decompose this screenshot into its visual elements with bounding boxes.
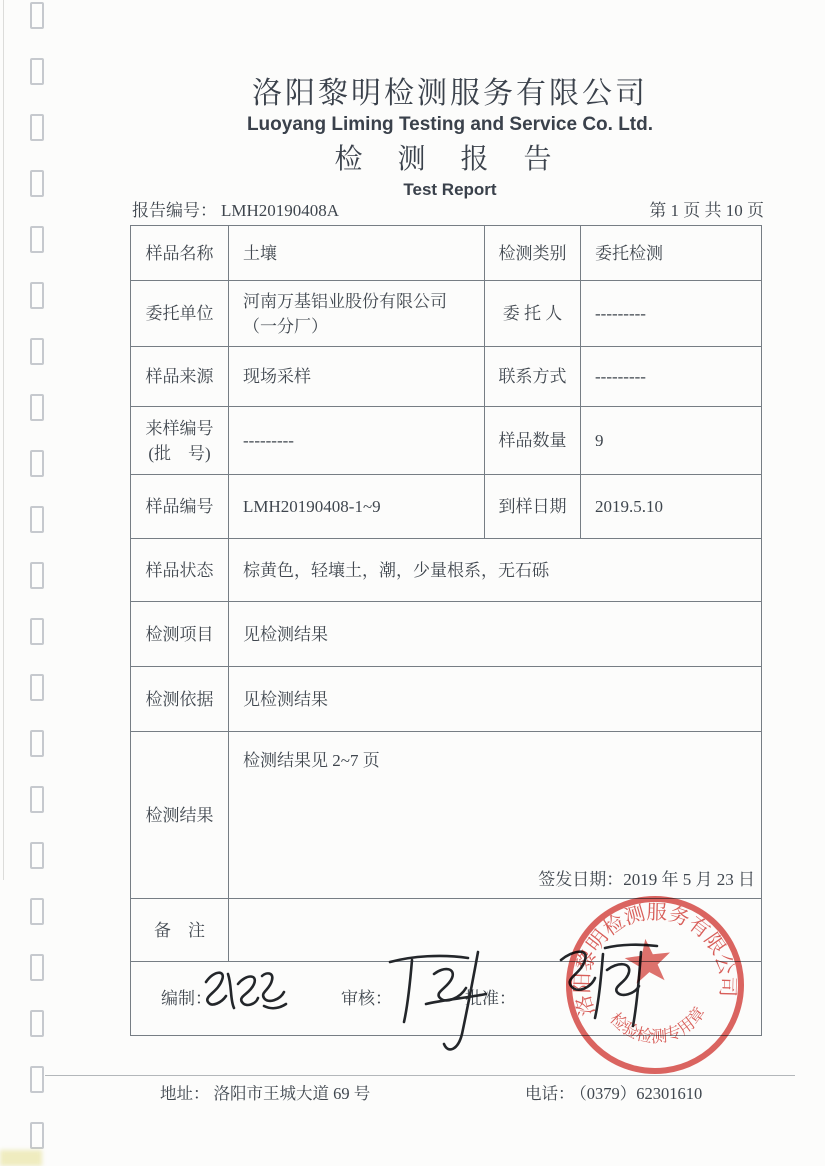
sample-origin-value: 现场采样 (228, 347, 484, 406)
test-results-cell (228, 732, 761, 898)
prepared-signature (192, 962, 302, 1018)
binding-hole (30, 114, 44, 141)
page-indicator: 第 1 页 共 10 页 (649, 201, 764, 220)
binding-hole (30, 58, 44, 85)
company-name-en: Luoyang Liming Testing and Service Co. Ltd. (246, 114, 654, 135)
address-block (160, 1082, 374, 1106)
incoming-number-label (131, 407, 228, 474)
meta-row (132, 198, 764, 224)
scan-edge-line (3, 0, 4, 880)
sample-origin-label: 样品来源 (145, 367, 214, 386)
company-name-cn: 洛阳黎明检测服务有限公司 (252, 77, 648, 110)
reviewed-by-label: 审核： (341, 989, 392, 1008)
sample-quantity-label: 样品数量 (484, 407, 580, 474)
test-basis-label: 检测依据 (145, 689, 214, 709)
binding-hole (30, 786, 44, 813)
client-value: 河南万基铝业股份有限公司（一分厂） (228, 281, 484, 346)
table-row (131, 226, 761, 280)
contact-label: 联系方式 (484, 347, 580, 406)
phone-value: （0379）62301610 (578, 1084, 703, 1103)
table-row (131, 406, 761, 474)
phone-block (525, 1082, 706, 1106)
approved-by-label: 批准： (465, 989, 516, 1008)
test-results-label: 检测结果 (145, 805, 214, 825)
binding-hole (30, 618, 44, 645)
contact-value: --------- (580, 347, 761, 406)
test-results-value: 检测结果见 2~7 页 (243, 751, 380, 770)
sample-name-value: 土壤 (228, 226, 484, 280)
binding-hole (30, 450, 44, 477)
test-basis-value: 见检测结果 (228, 667, 761, 731)
binding-hole (30, 898, 44, 925)
address-label: 地址： (160, 1084, 210, 1103)
sample-state-label: 样品状态 (145, 560, 214, 580)
binding-hole (30, 1122, 44, 1149)
binding-hole (30, 2, 44, 29)
arrival-date-value: 2019.5.10 (580, 475, 761, 538)
test-category-label: 检测类别 (484, 226, 580, 280)
prepared-by-label: 编制： (161, 989, 212, 1008)
reviewed-signature (382, 944, 522, 1060)
incoming-number-value: --------- (228, 407, 484, 474)
report-title-en: Test Report (403, 180, 497, 199)
binding-hole (30, 338, 44, 365)
binding-hole (30, 674, 44, 701)
seal-ring-text: 洛阳黎明检测服务有限公司 (571, 901, 739, 1019)
table-row (131, 280, 761, 346)
binding-hole (30, 730, 44, 757)
sample-number-value: LMH20190408-1~9 (228, 475, 484, 538)
issue-date: 签发日期：2019 年 5 月 23 日 (538, 870, 755, 889)
phone-label: 电话： (525, 1084, 575, 1103)
report-title-cn: 检 测 报 告 (334, 144, 566, 175)
binding-hole (30, 170, 44, 197)
svg-text:检验检测专用章 (605, 998, 712, 1052)
binding-hole (30, 1010, 44, 1037)
table-row (131, 601, 761, 666)
binding-hole (30, 226, 44, 253)
sample-state-value: 棕黄色，轻壤土，潮，少量根系，无石砾 (228, 539, 761, 601)
report-number (132, 198, 343, 224)
seal-star (623, 936, 674, 985)
client-person-label: 委 托 人 (484, 281, 580, 346)
test-items-label: 检测项目 (145, 624, 214, 644)
binding-holes (30, 2, 44, 1166)
sample-quantity-value: 9 (580, 407, 761, 474)
incoming-number-label-line1: 来样编号 (145, 418, 214, 438)
test-category-value: 委托检测 (580, 226, 761, 280)
incoming-number-label-line2: (批 号) (148, 443, 211, 463)
company-seal-stamp (560, 890, 750, 1080)
table-row (131, 474, 761, 538)
sample-number-label: 样品编号 (145, 497, 214, 516)
binding-hole (30, 506, 44, 533)
binding-hole (30, 954, 44, 981)
scan-smudge (0, 1150, 42, 1166)
seal-bottom-text: 检验检测专用章 (606, 1003, 710, 1047)
footer-divider (45, 1075, 795, 1076)
report-header (130, 76, 770, 200)
remarks-label: 备 注 (154, 920, 205, 940)
report-number-label: 报告编号： (132, 201, 217, 220)
binding-hole (30, 394, 44, 421)
sample-name-label: 样品名称 (145, 243, 214, 263)
table-row (131, 666, 761, 731)
table-row (131, 731, 761, 898)
arrival-date-label: 到样日期 (484, 475, 580, 538)
table-row (131, 346, 761, 406)
table-row (131, 538, 761, 601)
test-items-value: 见检测结果 (228, 602, 761, 666)
report-number-value: LMH20190408A (221, 201, 340, 220)
binding-hole (30, 1066, 44, 1093)
binding-hole (30, 562, 44, 589)
client-person-value: --------- (580, 281, 761, 346)
client-label: 委托单位 (145, 304, 214, 323)
binding-hole (30, 282, 44, 309)
binding-hole (30, 842, 44, 869)
address-value: 洛阳市王城大道 69 号 (213, 1084, 371, 1103)
